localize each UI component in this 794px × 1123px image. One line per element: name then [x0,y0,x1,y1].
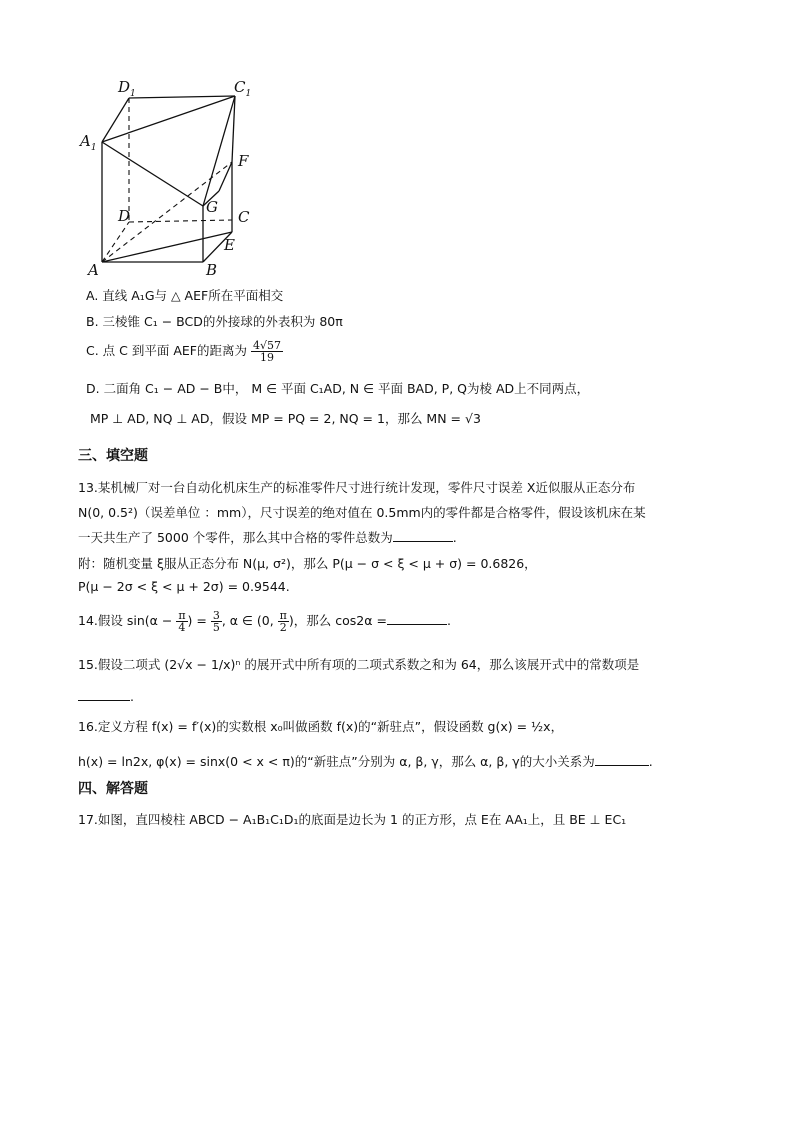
label-d: D [118,207,131,225]
option-a: A. 直线 A₁G与 △ AEF所在平面相交 [86,288,284,303]
edge-ae [102,232,232,262]
q13-line5: P(μ − 2σ < ξ < μ + 2σ) = 0.9544. [78,579,290,594]
q13-blank[interactable] [393,529,453,542]
q17-line1: 17.如图，直四棱柱 ABCD − A₁B₁C₁D₁的底面是边长为 1 的正方形，点 E在 AA₁上，且 BE ⊥ EC₁ [78,812,627,827]
q16-blank[interactable] [595,753,649,766]
label-c: C [238,208,250,226]
edge-a1d1 [102,98,129,142]
option-c-text: C. 点 C 到平面 AEF的距离为 [86,343,247,358]
section-solve-heading: 四、解答题 [78,781,148,797]
option-d-line1: D. 二面角 C₁ − AD − B中， M ∈ 平面 C₁AD, N ∈ 平面 BAD, P, Q为棱 AD上不同两点， [86,381,590,396]
option-b: B. 三棱锥 C₁ − BCD的外接球的外表积为 80π [86,314,343,329]
q13-line1: 13.某机械厂对一台自动化机床生产的标准零件尺寸进行统计发现，零件尺寸误差 X近似服从正态分布 [78,480,636,495]
q14-frac-35: $\frac{3}{5}$ [212,609,220,634]
label-a: A [88,261,99,279]
q13-line4: 附：随机变量 ξ服从正态分布 N(μ, σ²)，那么 P(μ − σ < ξ < μ + σ) = 0.6826， [78,556,537,571]
prism-figure [78,72,268,284]
edge-ad [102,222,129,262]
q15-line2: . [78,688,134,706]
label-e: E [224,236,235,254]
label-d1: $D_1$ [118,78,136,99]
q13-line3: 一天共生产了 5000 个零件，那么其中合格的零件总数为 . [78,530,457,545]
label-f: F [238,152,249,170]
edge-d1c1 [129,96,235,98]
q16-line1: 16.定义方程 f(x) = f′(x)的实数根 x₀叫做函数 f(x)的“新驻点”，假设函数 g(x) = ½x， [78,719,564,734]
q13-line2: N(0, 0.5²)（误差单位 ：mm），尺寸误差的绝对值在 0.5mm内的零件都是合格零件，假设该机床在某 [78,505,646,520]
q15-blank[interactable] [78,688,130,701]
q16-line2: h(x) = ln2x, φ(x) = sinx(0 < x < π)的“新驻点”分别为 α, β, γ，那么 α, β, γ的大小关系为 . [78,754,653,769]
label-g: G [206,198,218,216]
label-c1: $C_1$ [234,78,252,99]
q14-line: 14.假设 sin(α − $\frac{\pi}{4}$ ) = $\frac{3}{5}$ , α ∈ (0, $\frac{\pi}{2}$ )，那么 cos2α = . [78,609,451,634]
q14-frac-pi2: $\frac{\pi}{2}$ [279,609,287,634]
label-a1: $A_1$ [80,132,97,153]
option-c [86,340,283,363]
q15-line1: 15.假设二项式 (2√x − 1/x)ⁿ 的展开式中所有项的二项式系数之和为 64，那么该展开式中的常数项是 [78,657,640,672]
q14-frac-pi4: $\frac{\pi}{4}$ [178,609,186,634]
q14-blank[interactable] [387,612,447,625]
section-fill-heading: 三、填空题 [78,448,148,464]
option-d-line2: MP ⊥ AD, NQ ⊥ AD，假设 MP = PQ = 2, NQ = 1，那么 MN = √3 [90,411,481,426]
label-b: B [206,261,218,279]
edge-a1c1 [102,96,235,142]
edge-dc [129,220,232,222]
option-c-fraction: $\frac{4√57}{19}$ [252,339,281,364]
